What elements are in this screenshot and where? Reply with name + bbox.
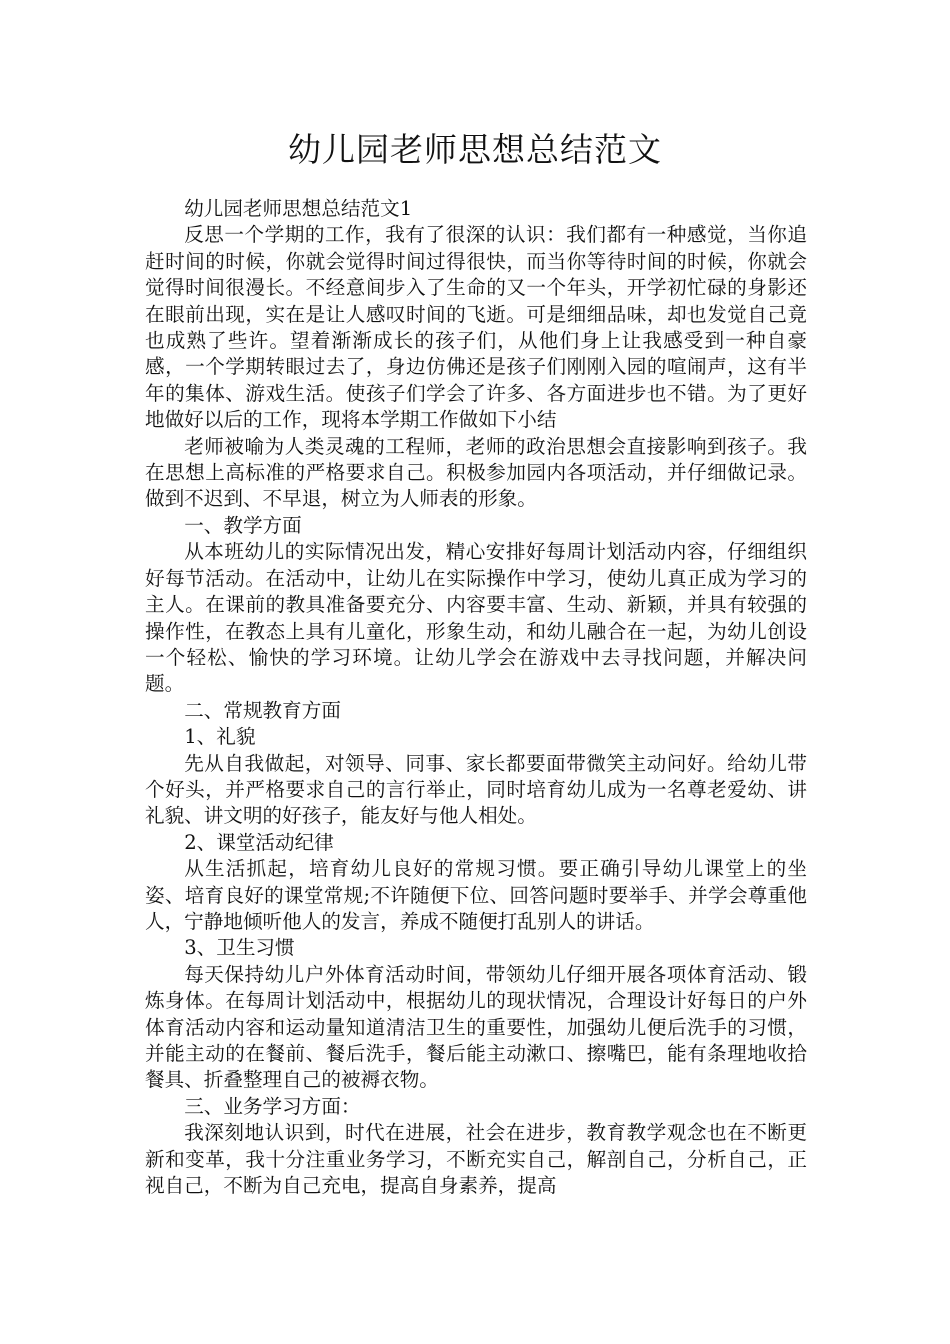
subheading: 幼儿园老师思想总结范文1 — [184, 197, 413, 220]
paragraph: 先从自我做起，对领导、同事、家长都要面带微笑主动问好。给幼儿带个好头，并严格要求自己的言行举止，同时培育幼儿成为一名尊老爱幼、讲礼貌、讲文明的好孩子，能友好与他人相处。 — [145, 751, 807, 828]
subsection-heading: 2、课堂活动纪律 — [184, 830, 334, 854]
paragraph: 每天保持幼儿户外体育活动时间，带领幼儿仔细开展各项体育活动、锻炼身体。在每周计划活动中，根据幼儿的现状情况，合理设计好每日的户外体育活动内容和运动量知道清洁卫生的重要性，加强幼儿便后洗手的习惯，并能主动的在餐前、餐后洗手，餐后能主动漱口、擦嘴巴，能有条理地收拾餐具、折叠整理自己的被褥衣物。 — [145, 962, 807, 1092]
section-heading: 一、教学方面 — [184, 513, 302, 537]
section-heading: 二、常规教育方面 — [184, 698, 341, 722]
subsection-heading: 3、卫生习惯 — [184, 936, 295, 960]
section-heading: 三、业务学习方面： — [184, 1094, 361, 1118]
document-title: 幼儿园老师思想总结范文 — [288, 130, 662, 169]
paragraph: 从本班幼儿的实际情况出发，精心安排好每周计划活动内容，仔细组织好每节活动。在活动中，让幼儿在实际操作中学习，使幼儿真正成为学习的主人。在课前的教具准备要充分、内容要丰富、生动、新颖，并具有较强的操作性，在教态上具有儿童化，形象生动，和幼儿融合在一起，为幼儿创设一个轻松、愉快的学习环境。让幼儿学会在游戏中去寻找问题，并解决问题。 — [145, 540, 807, 696]
document-body — [145, 196, 807, 1199]
paragraph: 反思一个学期的工作，我有了很深的认识：我们都有一种感觉，当你追赶时间的时候，你就会觉得时间过得很快，而当你等待时间的时候，你就会觉得时间很漫长。不经意间步入了生命的又一个年头，开学初忙碌的身影还在眼前出现，实在是让人感叹时间的飞逝。可是细细品味，却也发觉自己竟也成熟了些许。望着渐渐成长的孩子们，从他们身上让我感受到一种自豪感，一个学期转眼过去了，身边仿佛还是孩子们刚刚入园的喧闹声，这有半年的集体、游戏生活。使孩子们学会了许多、各方面进步也不错。为了更好地做好以后的工作，现将本学期工作做如下小结 — [145, 223, 807, 432]
paragraph: 我深刻地认识到，时代在进展，社会在进步，教育教学观念也在不断更新和变革，我十分注重业务学习，不断充实自己，解剖自己，分析自己，正视自己，不断为自己充电，提高自身素养，提高 — [145, 1121, 807, 1198]
paragraph: 老师被喻为人类灵魂的工程师，老师的政治思想会直接影响到孩子。我在思想上高标准的严格要求自己。积极参加园内各项活动，并仔细做记录。做到不迟到、不早退，树立为人师表的形象。 — [145, 434, 807, 511]
paragraph: 从生活抓起，培育幼儿良好的常规习惯。要正确引导幼儿课堂上的坐姿、培育良好的课堂常规;不许随便下位、回答问题时要举手、并学会尊重他人，宁静地倾听他人的发言，养成不随便打乱别人的讲话。 — [145, 857, 807, 933]
subsection-heading: 1、礼貌 — [184, 725, 256, 749]
